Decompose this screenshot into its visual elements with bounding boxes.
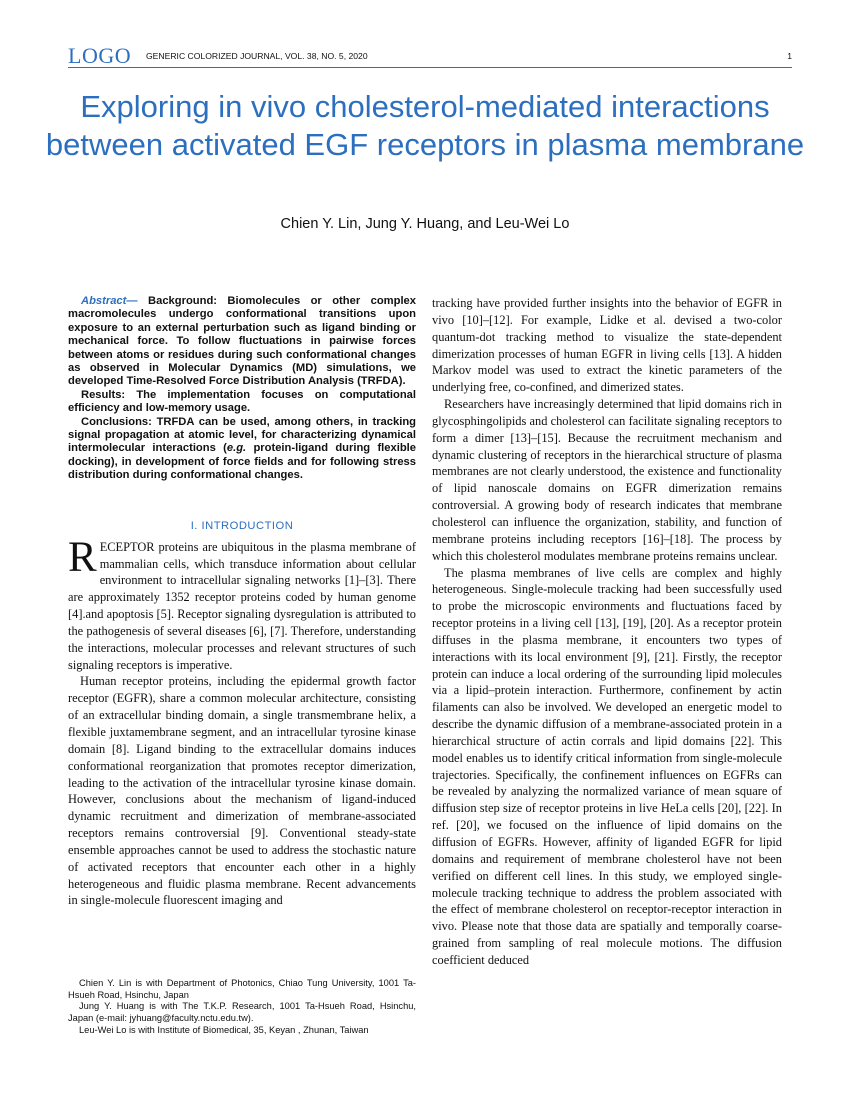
journal-logo: LOGO [68,43,132,68]
abstract-conclusions-pre: Conclusions: TRFDA can be used, among others, in tracking signal propagation at atomic level, for characterizing dynamical intermolecular interactions ( [68,415,416,455]
page-number: 1 [787,51,792,61]
intro-paragraph-2-continued: tracking have provided further insights into the behavior of EGFR in vivo [10]–[12]. For example, Lidke et al. devised a two-color quantum-dot tracking method to visualize the state-dependent dimerization processes of human EGFR in living cells [13]. A hidden Markov model was used to extract the kinetic parameters of the underlying free, co-confined, and dimerized states. [432,296,782,395]
header-rule [68,67,792,68]
intro-paragraph-1 [68,533,416,674]
author-list: Chien Y. Lin, Jung Y. Huang, and Leu-Wei Lo [280,216,570,232]
left-column [68,295,416,909]
footnote-3: Leu-Wei Lo is with Institute of Biomedical, 35, Keyan , Zhunan, Taiwan [79,1024,369,1035]
author-footnotes [68,978,416,1037]
abstract-label: Abstract— [81,295,138,307]
abstract-background [68,295,416,389]
abstract-conclusions-em: e.g. [226,442,247,455]
intro-paragraph-1-text: ECEPTOR proteins are ubiquitous in the plasma membrane of mammalian cells, which transduce information about cellular environment to intracellular signaling networks [1]–[3]. There are approximately 1352 receptor proteins coded by human genome [4].and apoptosis [5]. Receptor signaling dysregulation is attributed to the pathogenesis of several diseases [6], [7]. Therefore, understanding the interactions, molecular processes and relevant structures of such signaling receptors is imperative. [68,539,416,672]
intro-paragraph-3: Researchers have increasingly determined that lipid domains rich in glycosphingolipids and cholesterol can facilitate signaling receptors to form a dimer [13]–[15]. Because the recruitment mechanism and dynamic clustering of receptors in the hierarchical structure of plasma membranes are not clearly understood, the existence and functionality of lipid nanoscale domains on EGFR dimerization remains controversial. A growing body of research indicates that membrane cholesterol can influence the organization, stability, and function of membrane proteins including receptors [16]–[18]. The process by which this cholesterol modulates membrane proteins remains unclear. [432,397,782,563]
paper-title: Exploring in vivo cholesterol-mediated interactions between activated EGF receptors in plasma membrane [45,89,805,162]
right-column [432,295,782,969]
abstract-background-text: Background: Biomolecules or other complex macromolecules undergo conformational transitions upon exposure to an external perturbation such as ligand binding or mechanical force. To follow fluctuations in pairwise forces between atoms or residues during such conformational changes as observed in Molecular Dynamics (MD) simulations, we developed Time-Resolved Force Distribution Analysis (TRFDA). [68,295,417,388]
journal-name: GENERIC COLORIZED JOURNAL, VOL. 38, NO. 5, 2020 [146,51,368,61]
drop-cap: R [68,533,97,581]
page-header [68,44,792,68]
intro-paragraph-4: The plasma membranes of live cells are complex and highly heterogeneous. Single-molecule tracking had been successfully used to probe the microscopic environments and fluctuations faced by receptor proteins in a living cell [13], [19], [20]. As a receptor protein diffuses in the plasma membrane, it encounters two types of interactions with its local environment [9], [21]. Firstly, the receptor protein can induce a local ordering of the surrounding lipid molecules via a lipid–protein interaction. Furthermore, confinement by actin filaments can also be involved. We developed an energetic model to describe the dynamic diffusion of a membrane-associated protein in a hierarchical structure of actin corrals and lipid domains [22]. This model enables us to identify critical information from single-molecule trajectories. Specifically, the confinement influences on EGFRs can be revealed by analyzing the normalized variance of mean square of diffusion step size of receptor proteins in live HeLa cells [20], [22]. In ref. [20], we focused on the influence of lipid domains on the diffusion of EGFRs. However, affinity of liganded EGFR for lipid domains and requirement of membrane cholesterol have not been verified on different cell lines. In this study, we employed single-molecule tracking technique to address the problem associated with the effect of membrane cholesterol on receptor-receptor interaction in vivo. Please note that those data are spatially and temporally coarse-grained from sampling of real molecule motions. The diffusion coefficient deduced [432,565,782,967]
abstract-results: Results: The implementation focuses on computational efficiency and low-memory usage. [68,388,416,415]
abstract-conclusions-post: protein-ligand during flexible docking), in development of force fields and for following stress distribution during conformational changes. [68,442,416,482]
footnote-1: Chien Y. Lin is with Department of Photonics, Chiao Tung University, 1001 Ta-Hsueh Road, Hsinchu, Japan [68,978,416,1000]
intro-paragraph-2: Human receptor proteins, including the epidermal growth factor receptor (EGFR), share a common molecular architecture, consisting of an extracellular binding domain, a single transmembrane helix, a flexible juxtamembrane segment, and an intracellular tyrosine kinase domain [8]. Ligand binding to the extracellular domains induces conformational reorganization that promotes receptor dimerization, leading to the activation of the intracellular tyrosine kinase domain. However, conclusions about the mechanism of ligand-induced dynamic recruitment and dimerization of membrane-associated receptors remains controversial [9]. Conventional steady-state ensemble approaches cannot be used to address the stochastic nature of activated receptors that encounter each other in a highly heterogeneous and fluidic plasma membrane. Recent advancements in single-molecule fluorescent imaging and [68,674,416,908]
footnote-2: Jung Y. Huang is with The T.K.P. Research, 1001 Ta-Hsueh Road, Hsinchu, Japan (e-mail: jyhuang@faculty.nctu.edu.tw). [68,1001,416,1024]
abstract-conclusions [68,416,416,483]
section-heading: I. INTRODUCTION [190,519,294,532]
